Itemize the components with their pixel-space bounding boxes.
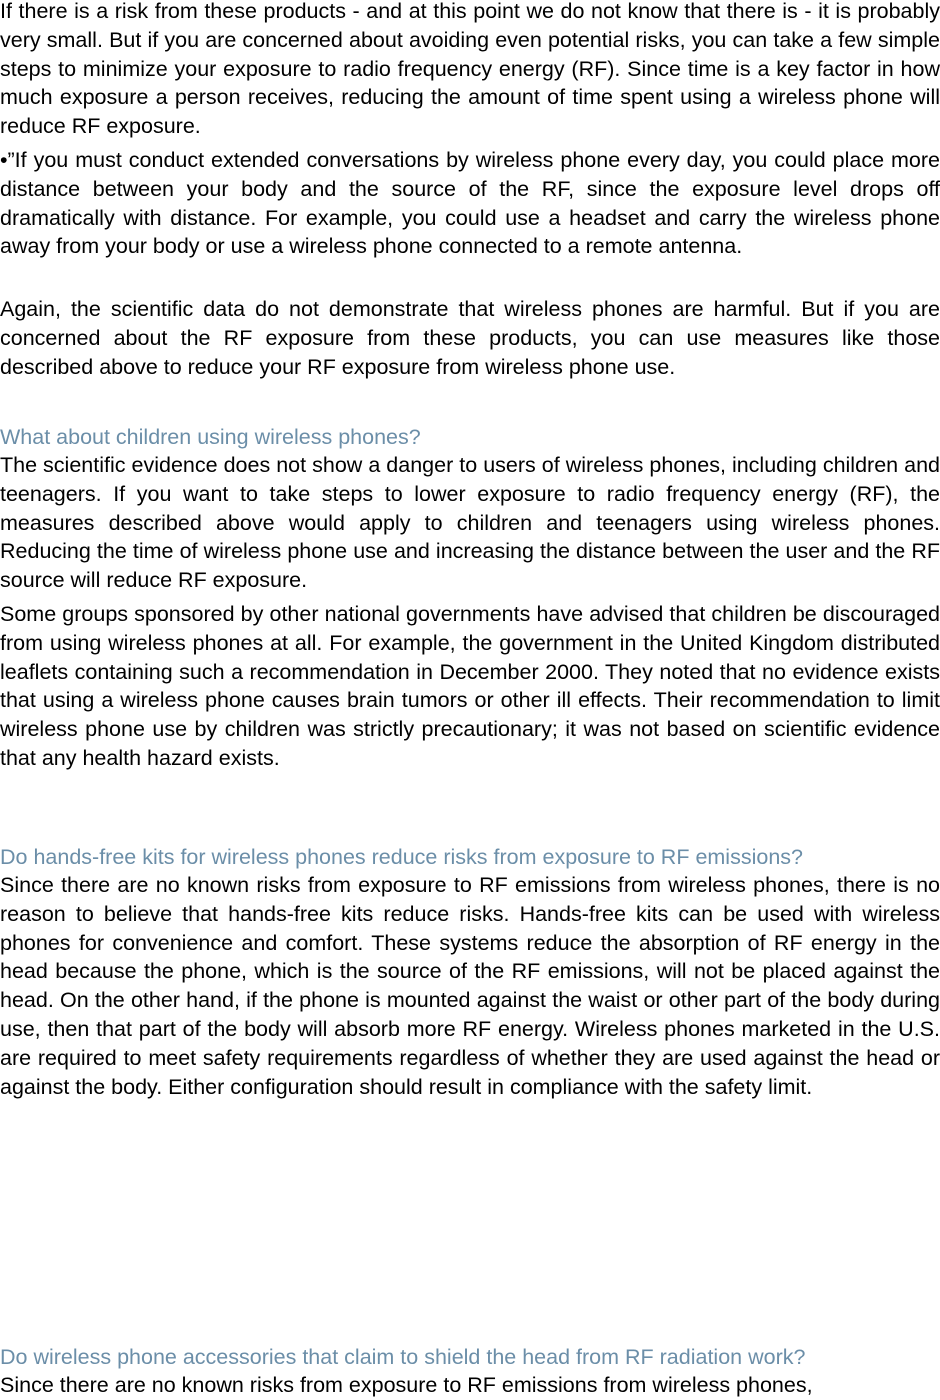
children-paragraph-1: The scientific evidence does not show a danger to users of wireless phones, including children and teenagers. If you want to take steps to lower exposure to radio frequency energy (RF), the measures described above would apply to children and teenagers using wireless phones. Reducing the time of wireless phone use and increasing the distance between the user and the RF source will reduce RF exposure. bbox=[0, 453, 940, 593]
children-heading: What about children using wireless phones? bbox=[0, 425, 421, 449]
intro-paragraph-2: •”If you must conduct extended conversations by wireless phone every day, you could place more distance between your body and the source of the RF, since the exposure level drops off dramatically with distance. For example, you could use a headset and carry the wireless phone away from your body or use a wireless phone connected to a remote antenna. bbox=[0, 148, 940, 259]
hands-free-paragraph-1: Since there are no known risks from exposure to RF emissions from wireless phones, there is no reason to believe that hands-free kits reduce risks. Hands-free kits can be used with wireless phones for convenience and comfort. These systems reduce the absorption of RF energy in the head because the phone, which is the source of the RF emissions, will not be placed against the head. On the other hand, if the phone is mounted against the waist or other part of the body during use, then that part of the body will absorb more RF energy. Wireless phones marketed in the U.S. are required to meet safety requirements regardless of whether they are used against the head or against the body. Either configuration should result in compliance with the safety limit. bbox=[0, 873, 940, 1099]
accessories-heading: Do wireless phone accessories that claim to shield the head from RF radiation work? bbox=[0, 1345, 806, 1369]
accessories-paragraph-1: Since there are no known risks from exposure to RF emissions from wireless phones, bbox=[0, 1373, 813, 1397]
children-paragraph-2: Some groups sponsored by other national governments have advised that children be discouraged from using wireless phones at all. For example, the government in the United Kingdom distributed leaflets containing such a recommendation in December 2000. They noted that no evidence exists that using a wireless phone causes brain tumors or other ill effects. Their recommendation to limit wireless phone use by children was strictly precautionary; it was not based on scientific evidence that any health hazard exists. bbox=[0, 602, 940, 770]
intro-paragraph-1: If there is a risk from these products - and at this point we do not know that there is - it is probably very small. But if you are concerned about avoiding even potential risks, you can take a few simple steps to minimize your exposure to radio frequency energy (RF). Since time is a key factor in how much exposure a person receives, reducing the amount of time spent using a wireless phone will reduce RF exposure. bbox=[0, 0, 940, 139]
intro-paragraph-3: Again, the scientific data do not demonstrate that wireless phones are harmful. But if you are concerned about the RF exposure from these products, you can use measures like those described above to reduce your RF exposure from wireless phone use. bbox=[0, 297, 940, 379]
hands-free-heading: Do hands-free kits for wireless phones reduce risks from exposure to RF emissions? bbox=[0, 845, 803, 869]
